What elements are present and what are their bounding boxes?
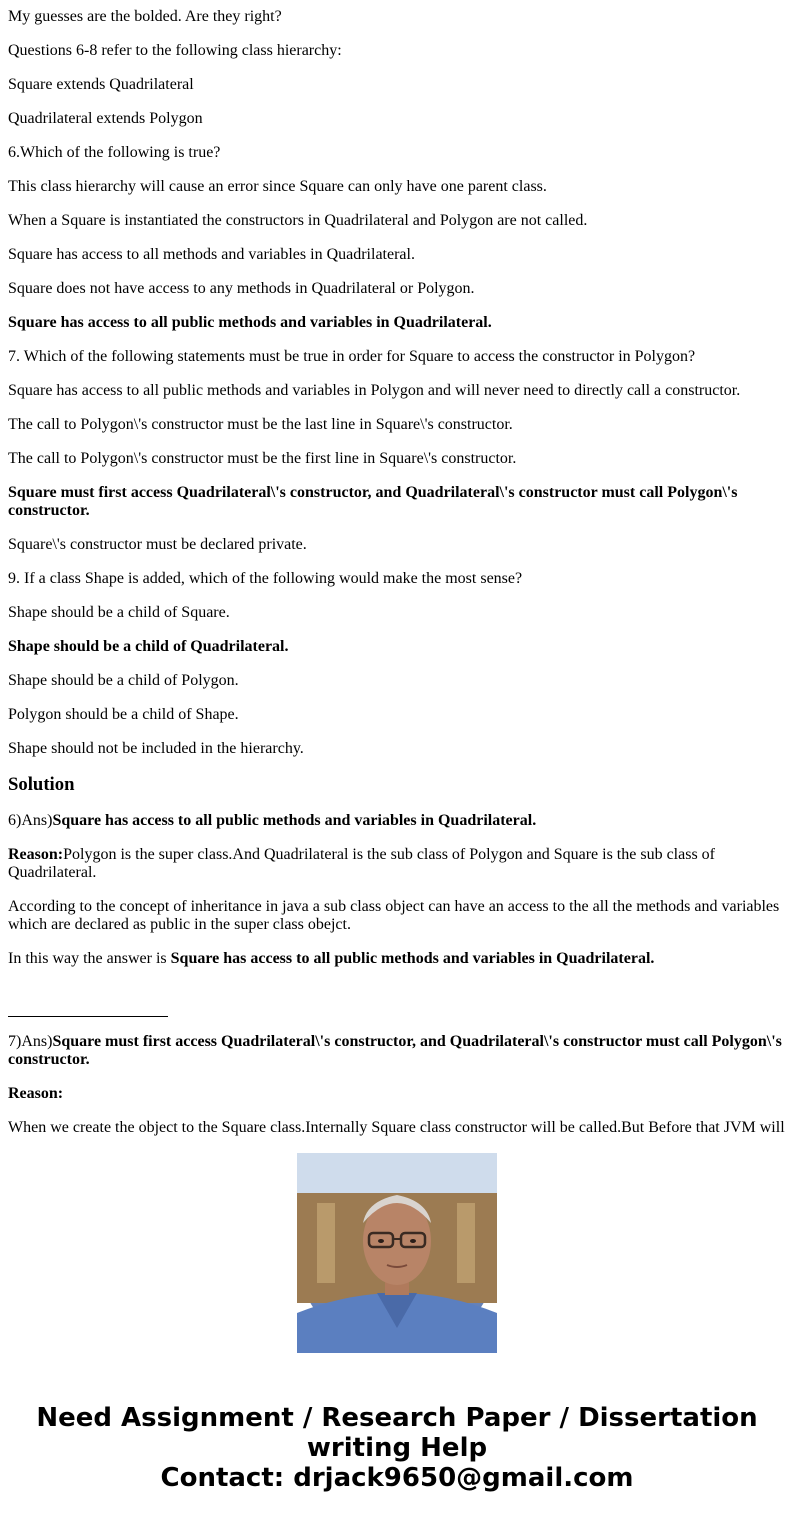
q9-option: Shape should not be included in the hierarchy. xyxy=(8,740,304,757)
q9-prompt: 9. If a class Shape is added, which of the following would make the most sense? xyxy=(8,570,523,587)
q7-guess xyxy=(8,484,786,520)
promo-line: Need Assignment / Research Paper / Dissertation xyxy=(36,1403,758,1433)
a6-answer-bold: Square has access to all public methods and variables in Quadrilateral. xyxy=(52,812,537,829)
a7-reason-label: Reason: xyxy=(8,1085,64,1102)
a7-reason-label-line xyxy=(8,1085,786,1103)
a6-answer xyxy=(8,812,786,830)
q6-bold-option: Square has access to all public methods and variables in Quadrilateral. xyxy=(8,314,492,331)
a7-answer xyxy=(8,1033,786,1069)
hierarchy-line: Quadrilateral extends Polygon xyxy=(8,110,203,127)
q9-bold-option: Shape should be a child of Quadrilateral. xyxy=(8,638,289,655)
a6-explanation: According to the concept of inheritance in java a sub class object can have an access to the all the methods and variables which are declared as public in the super class obejct. xyxy=(8,898,780,933)
q7-option: Square has access to all public methods and variables in Polygon and will never need to directly call a constructor. xyxy=(8,382,741,399)
hierarchy-line: Square extends Quadrilateral xyxy=(8,76,194,93)
context-text: Questions 6-8 refer to the following class hierarchy: xyxy=(8,42,342,59)
a7-prefix: 7)Ans) xyxy=(8,1033,53,1050)
q7-option: Square\'s constructor must be declared private. xyxy=(8,536,307,553)
q6-option: Square has access to all methods and variables in Quadrilateral. xyxy=(8,246,415,263)
intro-text: My guesses are the bolded. Are they right? xyxy=(8,8,282,25)
q7-option: The call to Polygon\'s constructor must be the last line in Square\'s constructor. xyxy=(8,416,513,433)
q7-prompt: 7. Which of the following statements must be true in order for Square to access the constructor in Polygon? xyxy=(8,348,696,365)
q6-option: When a Square is instantiated the constructors in Quadrilateral and Polygon are not called. xyxy=(8,212,588,229)
q9-guess xyxy=(8,638,786,656)
q6-guess xyxy=(8,314,786,332)
a6-conclusion xyxy=(8,950,786,968)
q9-option: Shape should be a child of Square. xyxy=(8,604,230,621)
q9-option: Shape should be a child of Polygon. xyxy=(8,672,239,689)
a6-conclusion-bold: Square has access to all public methods and variables in Quadrilateral. xyxy=(170,950,655,967)
author-avatar xyxy=(297,1153,497,1353)
avatar-portrait xyxy=(297,1153,497,1353)
q6-prompt: 6.Which of the following is true? xyxy=(8,144,221,161)
a7-answer-bold: Square must first access Quadrilateral\'s constructor, and Quadrilateral\'s constructor must call Polygon\'s constructor. xyxy=(8,1033,782,1068)
q9-option: Polygon should be a child of Shape. xyxy=(8,706,239,723)
promo-contact: Contact: drjack9650@gmail.com xyxy=(160,1463,634,1493)
solution-heading: Solution xyxy=(8,774,75,795)
promo-banner xyxy=(0,1403,794,1493)
q7-bold-option: Square must first access Quadrilateral\'s constructor, and Quadrilateral\'s constructor must call Polygon\'s constructor. xyxy=(8,484,738,519)
q7-option: The call to Polygon\'s constructor must be the first line in Square\'s constructor. xyxy=(8,450,517,467)
q6-option: This class hierarchy will cause an error since Square can only have one parent class. xyxy=(8,178,547,195)
a6-prefix: 6)Ans) xyxy=(8,812,53,829)
a6-reason xyxy=(8,846,786,882)
a6-reason-text: Polygon is the super class.And Quadrilateral is the sub class of Polygon and Square is the sub class of Quadrilateral. xyxy=(8,846,716,881)
question-and-solution xyxy=(8,0,786,1136)
q6-option: Square does not have access to any methods in Quadrilateral or Polygon. xyxy=(8,280,475,297)
a6-reason-label: Reason: xyxy=(8,846,64,863)
a7-reason-text: When we create the object to the Square class.Internally Square class constructor will be called.But Before that JVM will xyxy=(8,1119,785,1136)
a6-conclusion-prefix: In this way the answer is xyxy=(8,950,171,967)
section-divider xyxy=(8,1016,168,1017)
promo-line: writing Help xyxy=(306,1433,488,1463)
